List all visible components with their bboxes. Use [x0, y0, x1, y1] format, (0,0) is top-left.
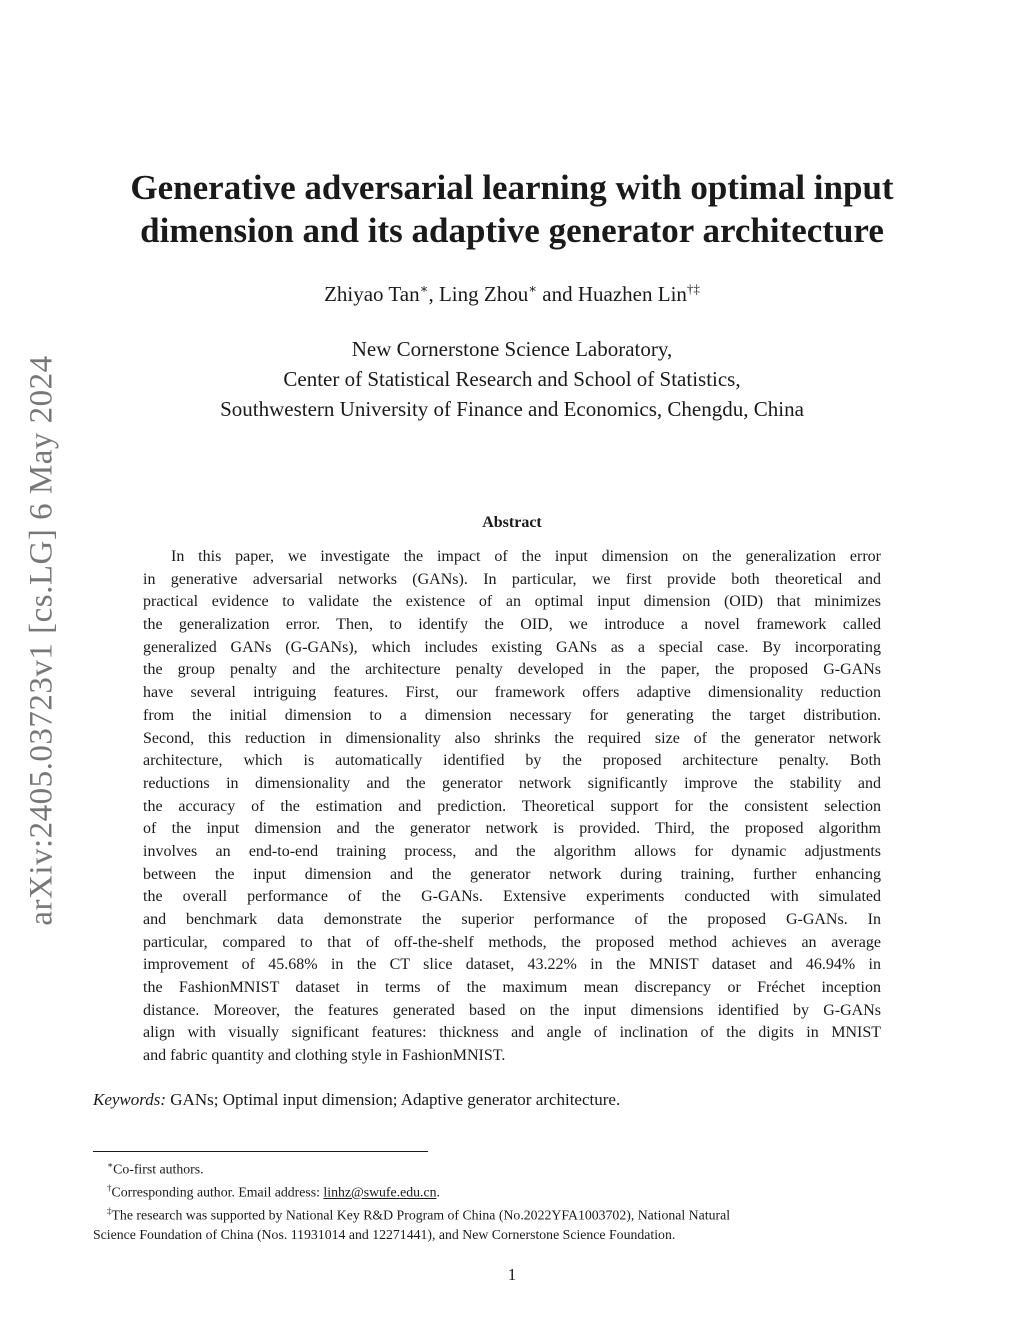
footnote-mark-double-dagger: ‡ — [107, 1206, 112, 1217]
author-tan: Zhiyao Tan — [324, 282, 420, 306]
abstract-line: align with visually significant features: thickness and angle of inclination of the digits in MNIST — [143, 1024, 881, 1042]
keywords-text: GANs; Optimal input dimension; Adaptive generator architecture. — [166, 1090, 621, 1109]
footnote-corresponding-text: Corresponding author. Email address: — [111, 1184, 324, 1200]
author-separator-1: , — [428, 282, 439, 306]
abstract-line: the generalization error. Then, to identify the OID, we introduce a novel framework called — [143, 616, 881, 634]
affiliation — [100, 334, 924, 424]
arxiv-sidebar-stamp — [12, 350, 72, 930]
abstract-line: practical evidence to validate the existence of an optimal input dimension (OID) that minimizes — [143, 593, 881, 611]
abstract-line: architecture, which is automatically identified by the proposed architecture penalty. Both — [143, 752, 881, 770]
footnote-co-first — [93, 1156, 933, 1179]
email-link[interactable]: linhz@swufe.edu.cn — [323, 1184, 437, 1200]
keywords — [93, 1090, 933, 1110]
author-lin: Huazhen Lin — [577, 282, 687, 306]
arxiv-stamp-text: arXiv:2405.03723v1 [cs.LG] 6 May 2024 — [23, 354, 60, 926]
author-list — [100, 281, 924, 307]
abstract-line: between the input dimension and the generator network during training, further enhancing — [143, 865, 881, 883]
keywords-label: Keywords: — [93, 1090, 167, 1109]
footnote-funding-line-2: Science Foundation of China (Nos. 11931014 and 12271441), and New Cornerstone Science Foundation. — [93, 1227, 676, 1243]
title-line-1: Generative adversarial learning with optimal input — [130, 168, 894, 207]
footnote-funding-line-1 — [93, 1202, 933, 1225]
abstract-line: reductions in dimensionality and the generator network significantly improve the stability and — [143, 774, 881, 792]
footnote-mark-star: ∗ — [107, 1160, 114, 1170]
abstract-line: of the input dimension and the generator network is provided. Third, the proposed algorithm — [143, 820, 881, 838]
abstract-line: have several intriguing features. First, our framework offers adaptive dimensionality reduction — [143, 684, 881, 702]
footnotes — [93, 1156, 933, 1245]
abstract-line: involves an end-to-end training process, and the algorithm allows for dynamic adjustments — [143, 842, 881, 860]
author-separator-2: and — [537, 282, 578, 306]
abstract-line: distance. Moreover, the features generated based on the input dimensions identified by G-GANs — [143, 1001, 881, 1019]
footnote-funding-text-1: The research was supported by National Key R&D Program of China (No.2022YFA1003702), National Natural — [111, 1207, 731, 1223]
abstract-line: the group penalty and the architecture penalty developed in the paper, the proposed G-GANs — [143, 661, 881, 679]
abstract-line: particular, compared to that of off-the-shelf methods, the proposed method achieves an average — [143, 933, 881, 951]
abstract-line: the accuracy of the estimation and prediction. Theoretical support for the consistent selection — [143, 797, 881, 815]
footnote-corresponding — [93, 1179, 933, 1202]
footnote-corresponding-end: . — [436, 1184, 440, 1200]
author-zhou: Ling Zhou — [438, 282, 529, 306]
abstract-line: the FashionMNIST dataset in terms of the maximum mean discrepancy or Fréchet inception — [143, 979, 881, 997]
abstract-line: and benchmark data demonstrate the superior performance of the proposed G-GANs. In — [143, 911, 881, 928]
affiliation-line-2: Center of Statistical Research and School of Statistics, — [283, 367, 741, 391]
footnote-co-first-text: Co-first authors. — [113, 1161, 204, 1177]
abstract-line: improvement of 45.68% in the CT slice dataset, 43.22% in the MNIST dataset and 46.94% in — [143, 956, 881, 974]
footnote-mark-dagger: † — [107, 1183, 112, 1194]
affiliation-line-3: Southwestern University of Finance and Economics, Chengdu, China — [220, 397, 804, 421]
author-lin-mark: †‡ — [686, 281, 700, 296]
abstract-line: and fabric quantity and clothing style in FashionMNIST. — [143, 1047, 506, 1065]
page-number: 1 — [507, 1265, 517, 1284]
footnote-divider — [93, 1151, 428, 1152]
abstract-line: from the initial dimension to a dimension necessary for generating the target distribution. — [143, 706, 881, 724]
abstract-body — [143, 546, 881, 1068]
paper-title — [60, 166, 964, 252]
author-tan-mark: ∗ — [419, 281, 429, 296]
abstract-line: in generative adversarial networks (GANs). In particular, we first provide both theoretical and — [143, 570, 881, 588]
abstract-line: the overall performance of the G-GANs. Extensive experiments conducted with simulated — [143, 888, 881, 906]
affiliation-line-1: New Cornerstone Science Laboratory, — [351, 337, 673, 361]
author-zhou-mark: ∗ — [528, 281, 538, 296]
abstract-line: Second, this reduction in dimensionality also shrinks the required size of the generator network — [143, 729, 881, 747]
title-line-2: dimension and its adaptive generator architecture — [140, 211, 884, 250]
abstract-line: In this paper, we investigate the impact of the input dimension on the generalization error — [171, 548, 881, 565]
abstract-line: generalized GANs (G-GANs), which includes existing GANs as a special case. By incorporating — [143, 638, 881, 656]
abstract-heading: Abstract — [482, 514, 542, 531]
